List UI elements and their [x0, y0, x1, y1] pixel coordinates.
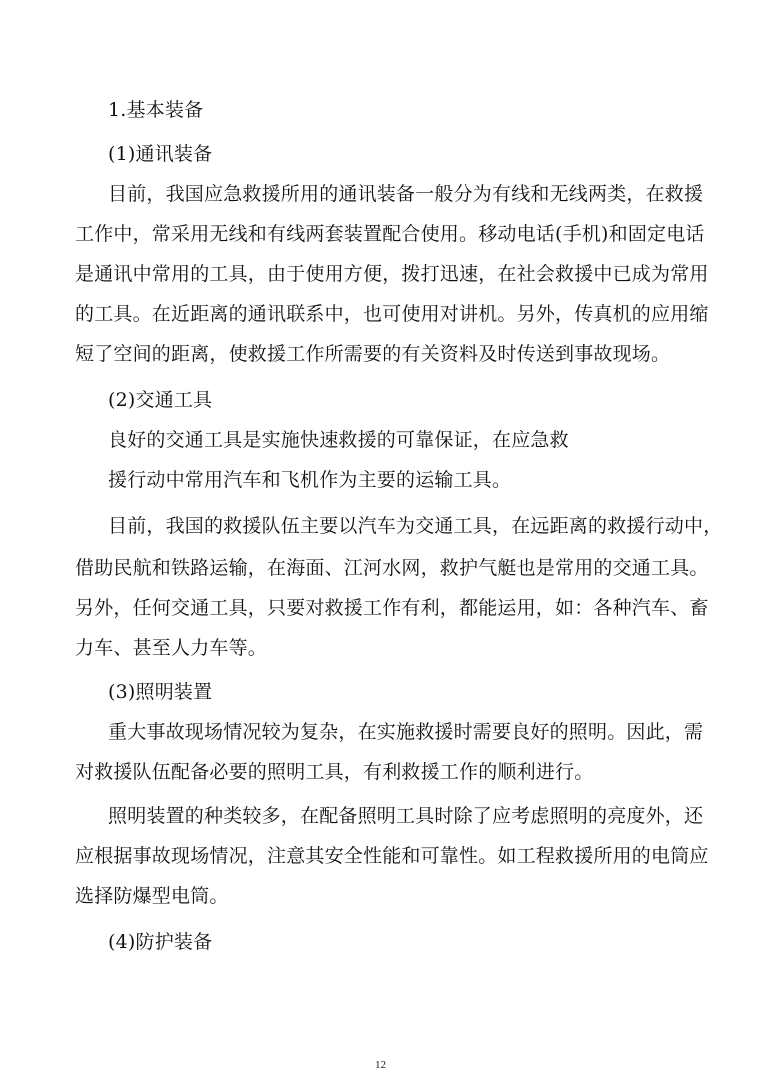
- paragraph-line: 目前，我国的救援队伍主要以汽车为交通工具，在远距离的救援行动中，: [108, 515, 723, 537]
- subheading-protective-equipment: (4)防护装备: [108, 931, 213, 953]
- paragraph-line: 照明装置的种类较多，在配备照明工具时除了应考虑照明的亮度外，还: [108, 805, 704, 827]
- paragraph-line: 援行动中常用汽车和飞机作为主要的运输工具。: [108, 469, 512, 491]
- paragraph-line: 应根据事故现场情况，注意其安全性能和可靠性。如工程救援所用的电筒应: [75, 845, 709, 867]
- paragraph-line: 的工具。在近距离的通讯联系中，也可使用对讲机。另外，传真机的应用缩: [75, 303, 709, 325]
- paragraph-line: 目前，我国应急救援所用的通讯装备一般分为有线和无线两类，在救援: [108, 183, 704, 205]
- heading-basic-equipment: 1.基本装备: [108, 99, 204, 121]
- paragraph-line: 力车、甚至人力车等。: [75, 637, 268, 659]
- paragraph-line: 重大事故现场情况较为复杂，在实施救援时需要良好的照明。因此，需: [108, 721, 704, 743]
- subheading-transport: (2)交通工具: [108, 389, 213, 411]
- subheading-communication-equipment: (1)通讯装备: [108, 143, 213, 165]
- paragraph-line: 良好的交通工具是实施快速救援的可靠保证，在应急救: [108, 429, 569, 451]
- paragraph-line: 借助民航和铁路运输，在海面、江河水网，救护气艇也是常用的交通工具。: [75, 557, 709, 579]
- paragraph-line: 对救援队伍配备必要的照明工具，有利救援工作的顺利进行。: [75, 761, 594, 783]
- page-number: 12: [375, 1059, 386, 1071]
- paragraph-line: 选择防爆型电筒。: [75, 885, 229, 907]
- paragraph-line: 另外，任何交通工具，只要对救援工作有利，都能运用，如：各种汽车、畜: [75, 597, 709, 619]
- paragraph-line: 是通讯中常用的工具，由于使用方便，拨打迅速，在社会救援中已成为常用: [75, 263, 709, 285]
- paragraph-line: 短了空间的距离，使救援工作所需要的有关资料及时传送到事故现场。: [75, 343, 671, 365]
- paragraph-line: 工作中，常采用无线和有线两套装置配合使用。移动电话(手机)和固定电话: [75, 223, 705, 245]
- subheading-lighting: (3)照明装置: [108, 681, 213, 703]
